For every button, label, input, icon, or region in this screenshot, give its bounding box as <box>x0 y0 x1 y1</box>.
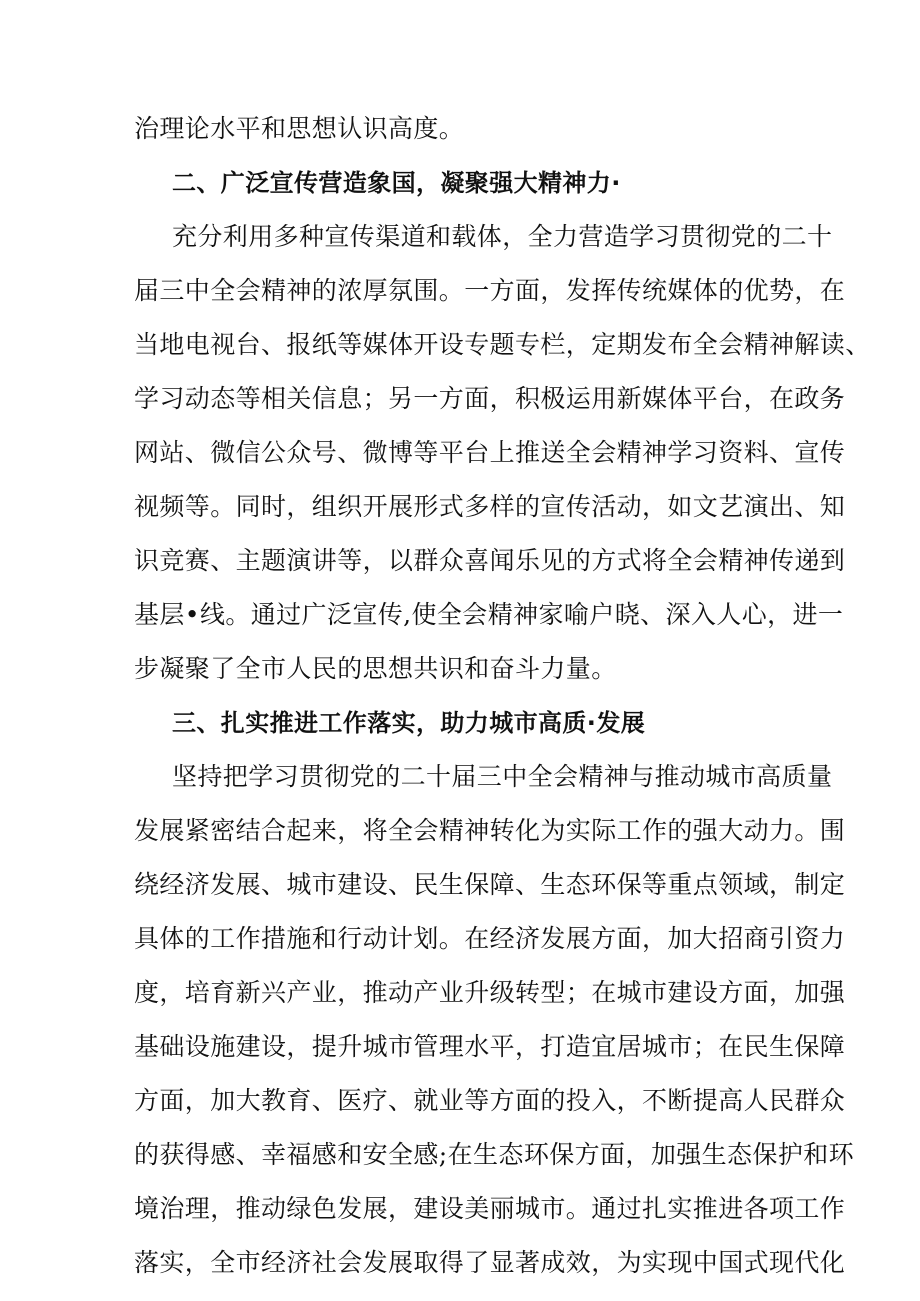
paragraph-line: 当地电视台、报纸等媒体开设专题专栏，定期发布全会精神解读、 <box>134 330 871 359</box>
paragraph-line: 步凝聚了全市人民的思想共识和奋斗力量。 <box>134 654 617 683</box>
paragraph-line: 发展紧密结合起来，将全会精神转化为实际工作的强大动力。围 <box>134 816 846 845</box>
document-body <box>134 102 871 1290</box>
paragraph-line: 坚持把学习贯彻党的二十届三中全会精神与推动城市高质量 <box>172 762 833 791</box>
paragraph-line: 绕经济发展、城市建设、民生保障、生态环保等重点领域，制定 <box>134 870 846 899</box>
section-2-paragraph <box>134 210 871 696</box>
paragraph-line: 境治理，推动绿色发展，建设美丽城市。通过扎实推进各项工作 <box>134 1194 846 1223</box>
section-3-heading: 三、扎实推进工作落实，助力城市高质·发展 <box>172 709 646 737</box>
paragraph-line: 度，培育新兴产业，推动产业升级转型；在城市建设方面，加强 <box>134 978 846 1007</box>
paragraph-line: 基础设施建设，提升城市管理水平，打造宜居城市；在民生保障 <box>134 1032 846 1061</box>
paragraph-line: 识竞赛、主题演讲等，以群众喜闻乐见的方式将全会精神传递到 <box>134 546 846 575</box>
paragraph-line: 网站、微信公众号、微博等平台上推送全会精神学习资料、宣传 <box>134 438 846 467</box>
section-3-paragraph <box>134 750 855 1290</box>
paragraph-line: 届三中全会精神的浓厚氛围。一方面，发挥传统媒体的优势，在 <box>134 276 846 305</box>
paragraph-line: 落实，全市经济社会发展取得了显著成效，为实现中国式现代化 <box>134 1248 846 1277</box>
paragraph-line: 基层•线。通过广泛宣传,使全会精神家喻户晓、深入人心，进一 <box>134 600 844 629</box>
paragraph-line: 充分利用多种宣传渠道和载体，全力营造学习贯彻党的二十 <box>172 222 833 251</box>
paragraph-line: 方面，加大教育、医疗、就业等方面的投入，不断提高人民群众 <box>134 1086 846 1115</box>
paragraph-line: 学习动态等相关信息；另一方面，积极运用新媒体平台，在政务 <box>134 384 846 413</box>
paragraph-line: 的获得感、幸福感和安全感;在生态环保方面，加强生态保护和环 <box>134 1140 855 1169</box>
opening-line: 治理论水平和思想认识高度。 <box>134 114 465 143</box>
paragraph-line: 视频等。同时，组织开展形式多样的宣传活动，如文艺演出、知 <box>134 492 846 521</box>
section-2-heading: 二、广泛宣传营造象国，凝聚强大精神力· <box>172 169 621 197</box>
paragraph-line: 具体的工作措施和行动计划。在经济发展方面，加大招商引资力 <box>134 924 846 953</box>
